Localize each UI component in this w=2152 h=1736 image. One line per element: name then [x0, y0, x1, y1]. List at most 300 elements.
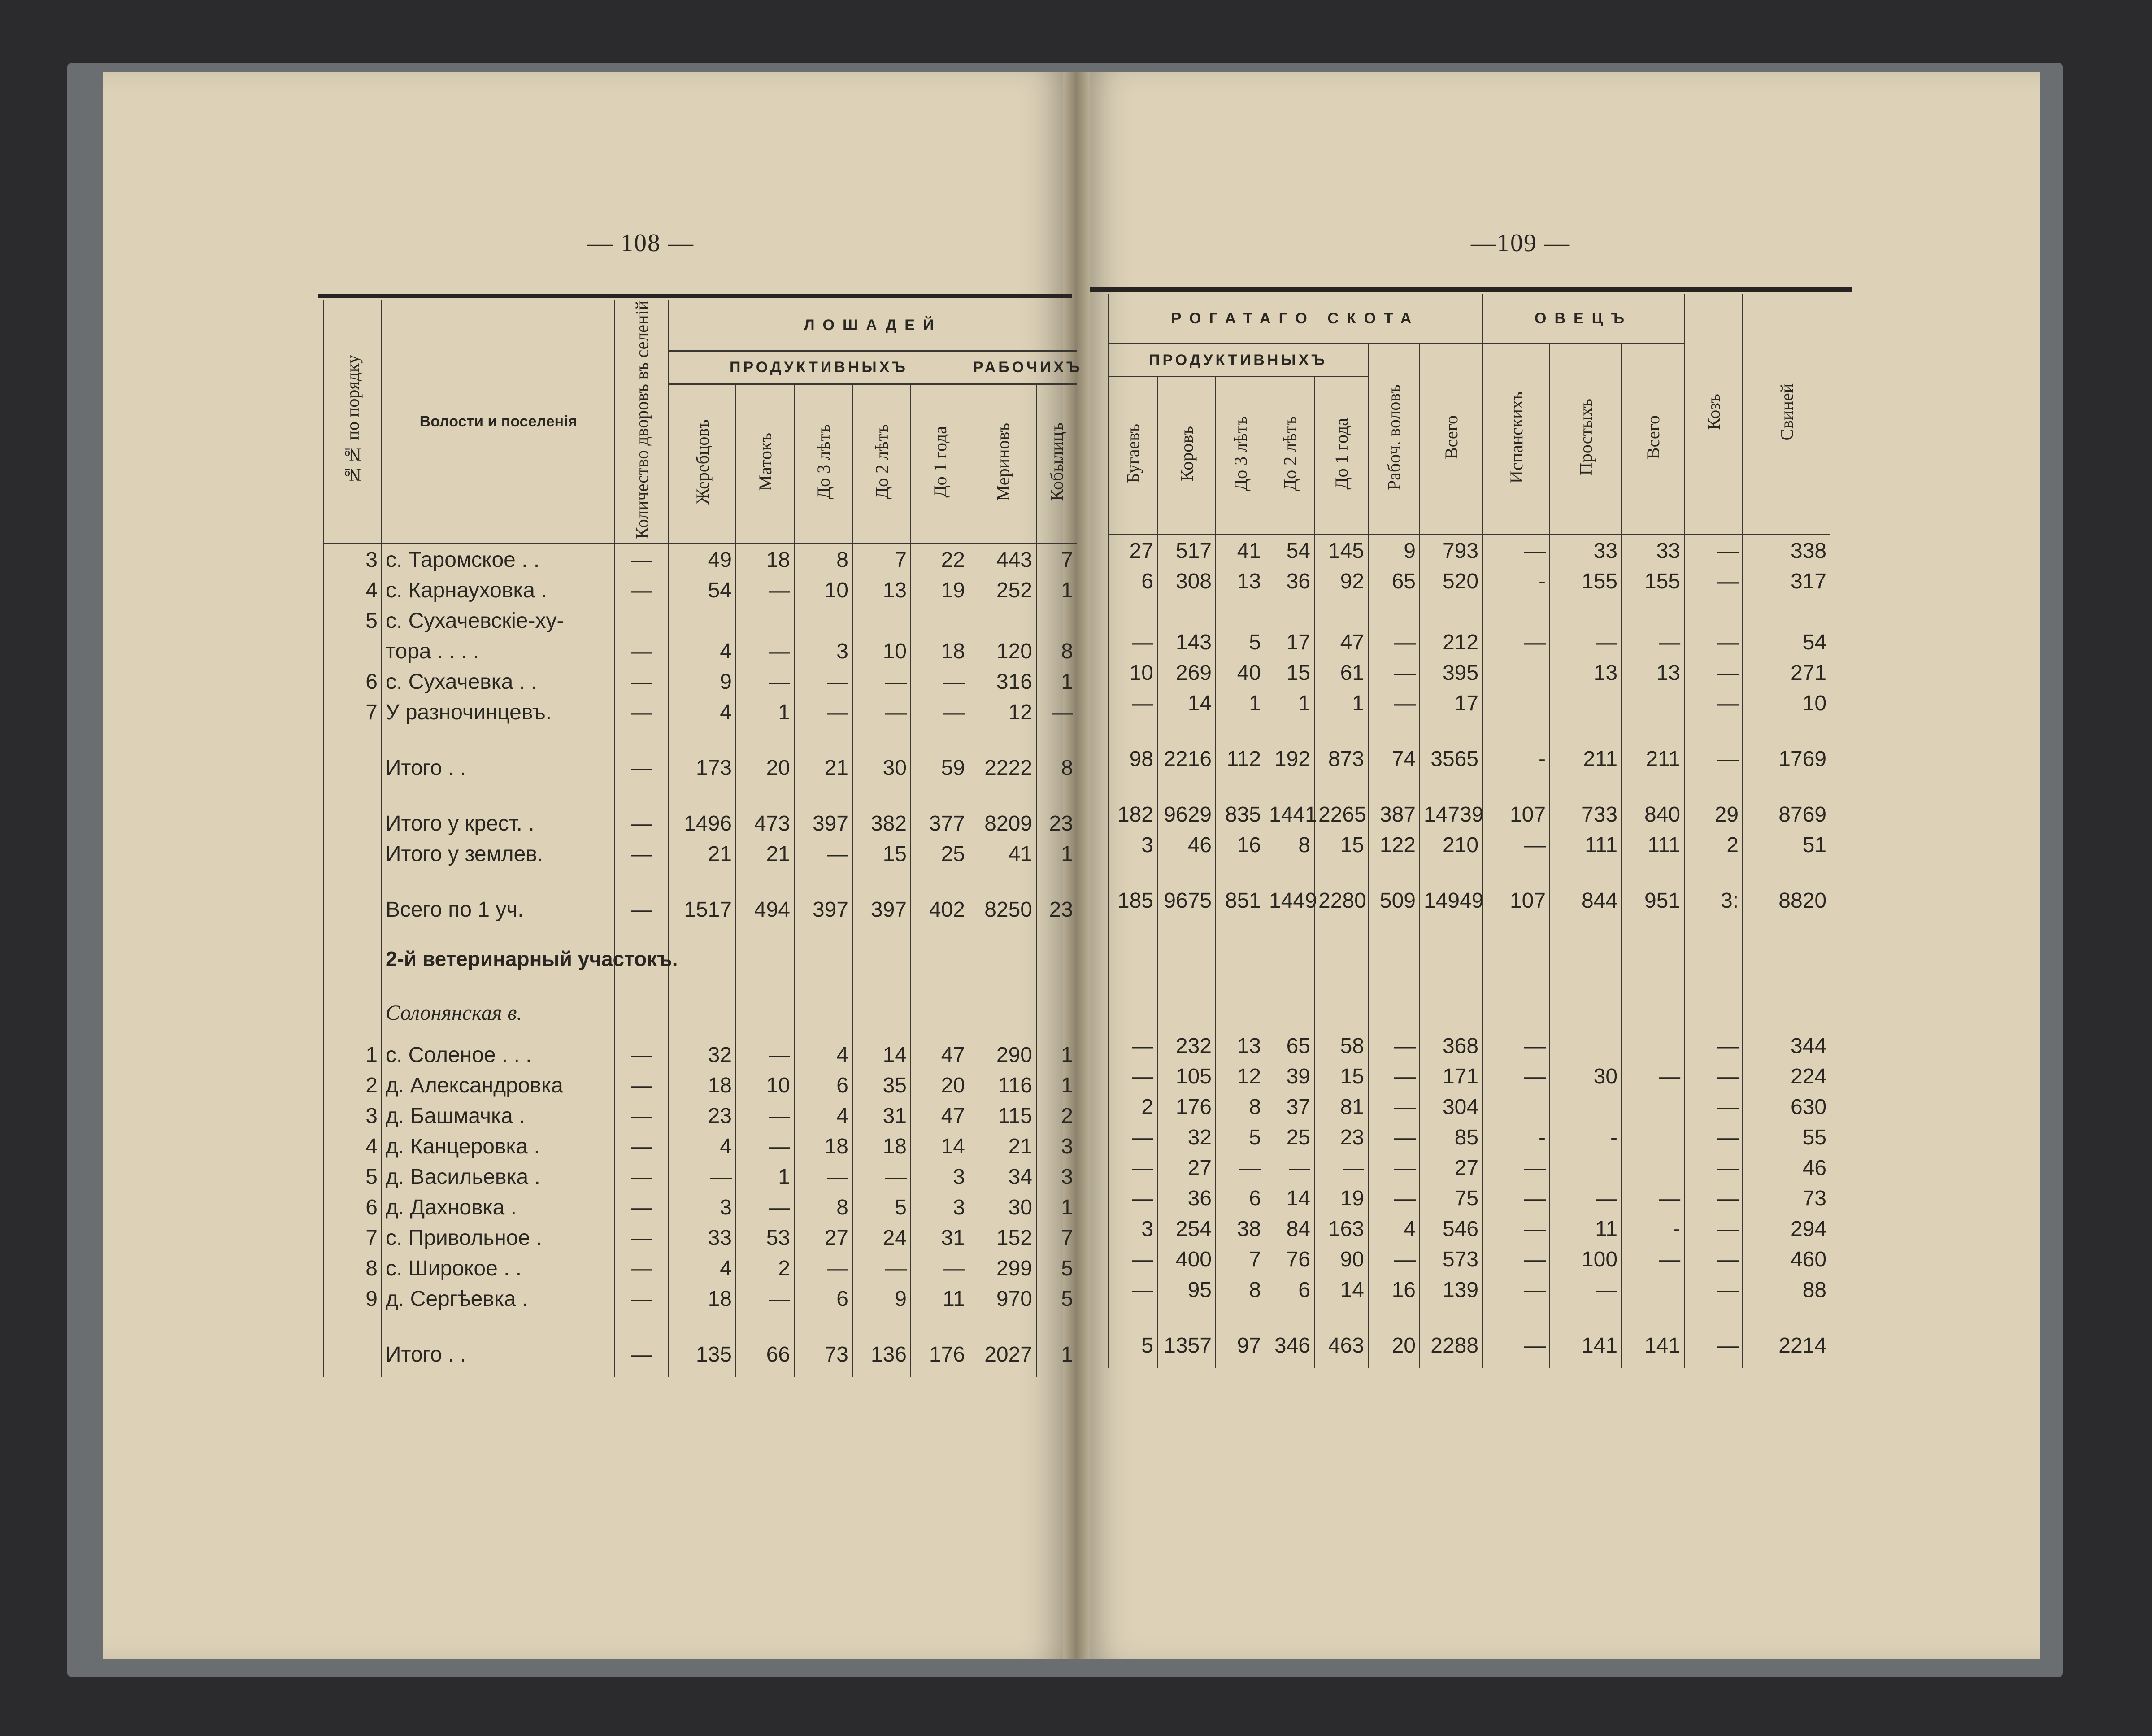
horse-cell: 21 — [669, 839, 736, 869]
table-row — [1108, 878, 1830, 923]
header-volost: Волости и поселенія — [382, 300, 615, 544]
horse-cell: 3 — [1036, 1162, 1077, 1192]
pigs-cell: 88 — [1743, 1275, 1830, 1305]
empty-cell — [1216, 977, 1265, 1031]
horse-cell: 9 — [669, 666, 736, 697]
empty-cell — [382, 790, 615, 808]
empty-cell — [1265, 1305, 1314, 1323]
empty-cell — [1368, 781, 1420, 799]
cattle-cell: 346 — [1265, 1323, 1314, 1368]
cattle-cell: 9629 — [1157, 799, 1216, 830]
goats-cell: — — [1684, 1183, 1743, 1214]
table-row — [1108, 718, 1830, 736]
empty-cell — [1550, 781, 1622, 799]
empty-cell — [1684, 977, 1743, 1031]
empty-cell — [1550, 923, 1622, 977]
empty-cell — [1684, 781, 1743, 799]
cattle-cell: 387 — [1368, 799, 1420, 830]
table-row — [1108, 688, 1830, 718]
empty-cell — [794, 1314, 852, 1332]
cattle-cell: 25 — [1265, 1122, 1314, 1153]
yards-cell: — — [615, 1070, 669, 1101]
row-number: 6 — [323, 1192, 382, 1223]
settlement-name: д. Сергѣевка . — [382, 1284, 615, 1314]
horse-cell: 20 — [911, 1070, 969, 1101]
horse-cell: 3 — [911, 1162, 969, 1192]
sheep-cell: 100 — [1550, 1244, 1622, 1275]
settlement-name: с. Соленое . . . — [382, 1040, 615, 1070]
yards-cell: — — [615, 1253, 669, 1284]
cattle-cell: 14 — [1157, 688, 1216, 718]
goats-cell: — — [1684, 1061, 1743, 1092]
sheep-cell: 111 — [1622, 830, 1684, 860]
sheep-cell: 33 — [1550, 535, 1622, 566]
cattle-cell: 10 — [1108, 657, 1157, 688]
header-do2-cattle: До 2 лѣтъ — [1265, 377, 1314, 535]
sheep-cell: 141 — [1622, 1323, 1684, 1368]
horse-cell: — — [794, 666, 852, 697]
horse-cell: 1 — [1036, 666, 1077, 697]
cattle-cell: 105 — [1157, 1061, 1216, 1092]
empty-cell — [1743, 977, 1830, 1031]
empty-cell — [794, 869, 852, 887]
horse-cell: 4 — [669, 1131, 736, 1162]
horse-cell: — — [794, 839, 852, 869]
table-row — [323, 790, 1077, 808]
horse-cell: 2222 — [969, 745, 1036, 790]
sheep-cell: 211 — [1550, 736, 1622, 781]
volost-title: Солонянская в. — [382, 986, 615, 1040]
cattle-cell: 835 — [1216, 799, 1265, 830]
horse-cell: 1 — [1036, 1192, 1077, 1223]
top-rule-right — [1090, 287, 1852, 292]
settlement-name: с. Карнауховка . — [382, 575, 615, 605]
yards-cell: — — [615, 1284, 669, 1314]
pigs-cell: 73 — [1743, 1183, 1830, 1214]
sheep-cell: 155 — [1550, 566, 1622, 596]
horse-cell: 252 — [969, 575, 1036, 605]
empty-cell — [382, 727, 615, 745]
cattle-cell: 27 — [1420, 1153, 1482, 1183]
settlement-name: д. Дахновка . — [382, 1192, 615, 1223]
row-number — [323, 839, 382, 869]
empty-cell — [969, 790, 1036, 808]
pigs-cell: 460 — [1743, 1244, 1830, 1275]
horse-cell: 21 — [969, 1131, 1036, 1162]
goats-cell — [1684, 596, 1743, 627]
horse-cell: — — [669, 1162, 736, 1192]
empty-cell — [323, 1314, 382, 1332]
horse-cell: 135 — [669, 1332, 736, 1377]
sheep-cell: — — [1482, 830, 1550, 860]
cattle-cell: 14739 — [1420, 799, 1482, 830]
empty-cell — [1482, 923, 1550, 977]
horse-cell: 4 — [669, 1253, 736, 1284]
horse-cell: 7 — [1036, 544, 1077, 575]
empty-cell — [323, 869, 382, 887]
cattle-cell: 74 — [1368, 736, 1420, 781]
table-row — [1108, 830, 1830, 860]
empty-cell — [1420, 718, 1482, 736]
empty-cell — [615, 727, 669, 745]
horse-cell: 7 — [1036, 1223, 1077, 1253]
settlement-name: Итого у землев. — [382, 839, 615, 869]
sheep-cell — [1550, 1153, 1622, 1183]
table-row — [323, 1101, 1077, 1131]
cattle-cell: 17 — [1265, 627, 1314, 657]
row-number: 4 — [323, 575, 382, 605]
cattle-cell: 13 — [1216, 566, 1265, 596]
sheep-cell — [1482, 596, 1550, 627]
goats-cell: 2 — [1684, 830, 1743, 860]
pigs-cell: 344 — [1743, 1031, 1830, 1061]
header-vsego-ovets: Всего — [1622, 344, 1684, 535]
sheep-cell — [1622, 1092, 1684, 1122]
cattle-cell: — — [1368, 1122, 1420, 1153]
sheep-cell — [1622, 688, 1684, 718]
cattle-cell: 75 — [1420, 1183, 1482, 1214]
goats-cell: — — [1684, 1214, 1743, 1244]
horse-cell: 6 — [794, 1070, 852, 1101]
horse-cell: — — [736, 1131, 794, 1162]
cattle-cell: 368 — [1420, 1031, 1482, 1061]
goats-cell: — — [1684, 736, 1743, 781]
cattle-cell: 40 — [1216, 657, 1265, 688]
horse-cell: 30 — [852, 745, 911, 790]
empty-cell — [911, 932, 969, 986]
goats-cell: — — [1684, 535, 1743, 566]
horse-cell: 2 — [1036, 1101, 1077, 1131]
cattle-cell: 84 — [1265, 1214, 1314, 1244]
empty-cell — [1036, 869, 1077, 887]
yards-cell: — — [615, 1101, 669, 1131]
horse-cell: 1 — [736, 1162, 794, 1192]
cattle-cell: 1 — [1216, 688, 1265, 718]
cattle-cell: — — [1216, 1153, 1265, 1183]
empty-cell — [794, 790, 852, 808]
left-table — [323, 300, 1083, 1377]
horse-cell: — — [911, 1253, 969, 1284]
sheep-cell: — — [1482, 1244, 1550, 1275]
sheep-cell: — — [1482, 1323, 1550, 1368]
empty-cell — [1622, 860, 1684, 878]
sheep-cell: — — [1482, 1214, 1550, 1244]
cattle-cell: 85 — [1420, 1122, 1482, 1153]
empty-cell — [1157, 923, 1216, 977]
pigs-cell: 271 — [1743, 657, 1830, 688]
sheep-cell: - — [1622, 1214, 1684, 1244]
cattle-cell: — — [1368, 1183, 1420, 1214]
empty-cell — [852, 790, 911, 808]
header-do1-cattle: До 1 года — [1314, 377, 1368, 535]
goats-cell: — — [1684, 1031, 1743, 1061]
empty-cell — [1550, 718, 1622, 736]
row-number: 2 — [323, 1070, 382, 1101]
horse-cell: 22 — [911, 544, 969, 575]
cattle-cell: — — [1108, 1031, 1157, 1061]
settlement-name: с. Таромское . . — [382, 544, 615, 575]
empty-cell — [1622, 781, 1684, 799]
table-row — [1108, 799, 1830, 830]
header-vsego: Всего — [1420, 344, 1482, 535]
cattle-cell: 46 — [1157, 830, 1216, 860]
horse-cell: 8 — [1036, 636, 1077, 666]
cattle-cell: 7 — [1216, 1244, 1265, 1275]
header-do3: До 3 лѣтъ — [794, 384, 852, 544]
row-number: 6 — [323, 666, 382, 697]
horse-cell: 14 — [852, 1040, 911, 1070]
empty-cell — [669, 727, 736, 745]
horse-cell: 18 — [669, 1284, 736, 1314]
horse-cell: 3 — [1036, 1131, 1077, 1162]
settlement-name: с. Сухачевка . . — [382, 666, 615, 697]
horse-cell: 2 — [736, 1253, 794, 1284]
table-row — [1108, 566, 1830, 596]
horse-cell: 8 — [794, 1192, 852, 1223]
header-cattle: РОГАТАГО СКОТА — [1108, 294, 1482, 344]
sheep-cell — [1622, 1031, 1684, 1061]
empty-cell — [1550, 860, 1622, 878]
empty-cell — [615, 1314, 669, 1332]
header-working: РАБОЧИХЪ — [969, 351, 1077, 384]
empty-cell — [1684, 860, 1743, 878]
cattle-cell: 17 — [1420, 688, 1482, 718]
sheep-cell: 733 — [1550, 799, 1622, 830]
empty-cell — [911, 869, 969, 887]
horse-cell: 21 — [794, 745, 852, 790]
horse-cell: — — [794, 1162, 852, 1192]
cattle-cell: 1449 — [1265, 878, 1314, 923]
header-productive: ПРОДУКТИВНЫХЪ — [669, 351, 969, 384]
horse-cell: 152 — [969, 1223, 1036, 1253]
cattle-cell: — — [1368, 657, 1420, 688]
sheep-cell: - — [1482, 1122, 1550, 1153]
pigs-cell: 51 — [1743, 830, 1830, 860]
section-row — [1108, 923, 1830, 977]
cattle-cell: 4 — [1368, 1214, 1420, 1244]
sheep-cell: 13 — [1622, 657, 1684, 688]
sheep-cell — [1622, 1275, 1684, 1305]
cattle-cell: 13 — [1216, 1031, 1265, 1061]
horse-cell: 397 — [852, 887, 911, 932]
empty-cell — [615, 986, 669, 1040]
top-rule-left — [318, 294, 1072, 298]
sheep-cell: 211 — [1622, 736, 1684, 781]
cattle-cell: 81 — [1314, 1092, 1368, 1122]
sheep-cell: — — [1482, 1275, 1550, 1305]
empty-cell — [382, 869, 615, 887]
sheep-cell — [1550, 1092, 1622, 1122]
cattle-cell: 32 — [1157, 1122, 1216, 1153]
empty-cell — [1743, 718, 1830, 736]
goats-cell: — — [1684, 688, 1743, 718]
row-number — [323, 808, 382, 839]
section-title: 2-й ветеринарный участокъ. — [382, 932, 615, 986]
sheep-cell: 951 — [1622, 878, 1684, 923]
sheep-cell: 844 — [1550, 878, 1622, 923]
empty-cell — [1743, 923, 1830, 977]
row-number: 7 — [323, 697, 382, 727]
cattle-cell: 400 — [1157, 1244, 1216, 1275]
cattle-cell: 573 — [1420, 1244, 1482, 1275]
cattle-cell: 185 — [1108, 878, 1157, 923]
table-row — [1108, 1214, 1830, 1244]
horse-cell: 11 — [911, 1284, 969, 1314]
empty-cell — [1368, 923, 1420, 977]
empty-cell — [1314, 1305, 1368, 1323]
cattle-cell: 1441 — [1265, 799, 1314, 830]
horse-cell: 9 — [852, 1284, 911, 1314]
cattle-cell: 851 — [1216, 878, 1265, 923]
empty-cell — [1622, 1305, 1684, 1323]
goats-cell: — — [1684, 1153, 1743, 1183]
horse-cell: 377 — [911, 808, 969, 839]
header-productive-cattle: ПРОДУКТИВНЫХЪ — [1108, 344, 1368, 377]
horse-cell: — — [736, 666, 794, 697]
sheep-cell — [1550, 1031, 1622, 1061]
pigs-cell: 8769 — [1743, 799, 1830, 830]
horse-cell: 494 — [736, 887, 794, 932]
settlement-name: д. Васильевка . — [382, 1162, 615, 1192]
row-number: 8 — [323, 1253, 382, 1284]
cattle-cell: 2280 — [1314, 878, 1368, 923]
header-sheep: ОВЕЦЪ — [1482, 294, 1684, 344]
horse-cell: 41 — [969, 839, 1036, 869]
yards-cell — [615, 605, 669, 636]
cattle-cell: — — [1108, 1183, 1157, 1214]
cattle-cell: — — [1108, 627, 1157, 657]
cattle-cell: 1 — [1265, 688, 1314, 718]
row-number: 5 — [323, 605, 382, 636]
cattle-cell: 463 — [1314, 1323, 1368, 1368]
empty-cell — [1420, 1305, 1482, 1323]
empty-cell — [615, 869, 669, 887]
horse-cell: 35 — [852, 1070, 911, 1101]
cattle-cell: 20 — [1368, 1323, 1420, 1368]
horse-cell: 6 — [794, 1284, 852, 1314]
horse-cell — [852, 605, 911, 636]
empty-cell — [669, 869, 736, 887]
horse-cell: 1 — [1036, 575, 1077, 605]
cattle-cell: 112 — [1216, 736, 1265, 781]
yards-cell: — — [615, 1131, 669, 1162]
empty-cell — [1368, 860, 1420, 878]
goats-cell: — — [1684, 1323, 1743, 1368]
header-ispanskikh: Испанскихъ — [1482, 344, 1550, 535]
horse-cell: 10 — [852, 636, 911, 666]
horse-cell: 2027 — [969, 1332, 1036, 1377]
sheep-cell — [1482, 657, 1550, 688]
horse-cell: 1 — [1036, 1040, 1077, 1070]
horse-cell: 10 — [736, 1070, 794, 1101]
cattle-cell: 1 — [1314, 688, 1368, 718]
header-korov: Коровъ — [1157, 377, 1216, 535]
yards-cell: — — [615, 1192, 669, 1223]
cattle-cell: 6 — [1108, 566, 1157, 596]
empty-cell — [1684, 923, 1743, 977]
horse-cell — [669, 605, 736, 636]
cattle-cell: 54 — [1265, 535, 1314, 566]
table-row — [323, 839, 1077, 869]
sheep-cell: — — [1482, 535, 1550, 566]
horse-cell: 5 — [852, 1192, 911, 1223]
empty-cell — [1265, 977, 1314, 1031]
table-row — [1108, 1183, 1830, 1214]
horse-cell: — — [911, 697, 969, 727]
cattle-cell: 15 — [1314, 1061, 1368, 1092]
row-number: 9 — [323, 1284, 382, 1314]
empty-cell — [794, 727, 852, 745]
empty-cell — [736, 932, 794, 986]
header-kobylits: Кобылицъ — [1036, 384, 1077, 544]
cattle-cell: 27 — [1108, 535, 1157, 566]
horse-cell: 970 — [969, 1284, 1036, 1314]
sheep-cell: — — [1482, 627, 1550, 657]
horse-cell: 4 — [669, 697, 736, 727]
table-row — [323, 1192, 1077, 1223]
horse-cell: — — [852, 697, 911, 727]
yards-cell: — — [615, 1162, 669, 1192]
settlement-name: Всего по 1 уч. — [382, 887, 615, 932]
cattle-cell — [1157, 596, 1216, 627]
sheep-cell: 13 — [1550, 657, 1622, 688]
horse-cell: 4 — [794, 1040, 852, 1070]
section-row — [323, 932, 1077, 986]
cattle-cell: — — [1108, 1244, 1157, 1275]
horse-cell: — — [852, 1253, 911, 1284]
table-row — [1108, 596, 1830, 627]
cattle-cell: 27 — [1157, 1153, 1216, 1183]
sheep-cell: — — [1550, 627, 1622, 657]
row-number: 3 — [323, 544, 382, 575]
empty-cell — [1368, 977, 1420, 1031]
empty-cell — [1216, 781, 1265, 799]
empty-cell — [669, 986, 736, 1040]
sheep-cell: — — [1622, 1061, 1684, 1092]
cattle-cell: 254 — [1157, 1214, 1216, 1244]
cattle-cell: 37 — [1265, 1092, 1314, 1122]
yards-cell: — — [615, 575, 669, 605]
cattle-cell: — — [1368, 688, 1420, 718]
header-order: №№ по порядку — [323, 300, 382, 544]
empty-cell — [323, 727, 382, 745]
table-row — [323, 605, 1077, 636]
empty-cell — [911, 1314, 969, 1332]
table-row — [1108, 1092, 1830, 1122]
horse-cell: 5 — [1036, 1284, 1077, 1314]
empty-cell — [794, 986, 852, 1040]
cattle-cell: 793 — [1420, 535, 1482, 566]
empty-cell — [1482, 1305, 1550, 1323]
pigs-cell: 338 — [1743, 535, 1830, 566]
horse-cell: 290 — [969, 1040, 1036, 1070]
cattle-cell: — — [1265, 1153, 1314, 1183]
empty-cell — [1314, 977, 1368, 1031]
cattle-cell: 36 — [1157, 1183, 1216, 1214]
empty-cell — [1482, 781, 1550, 799]
horse-cell: 176 — [911, 1332, 969, 1377]
cattle-cell: — — [1368, 1153, 1420, 1183]
cattle-cell: 3 — [1108, 1214, 1157, 1244]
empty-cell — [1368, 1305, 1420, 1323]
settlement-name: Итого у крест. . — [382, 808, 615, 839]
cattle-cell: 16 — [1216, 830, 1265, 860]
horse-cell: 397 — [794, 887, 852, 932]
table-row — [323, 1223, 1077, 1253]
horse-cell: — — [736, 1192, 794, 1223]
empty-cell — [911, 986, 969, 1040]
cattle-cell: 2 — [1108, 1092, 1157, 1122]
